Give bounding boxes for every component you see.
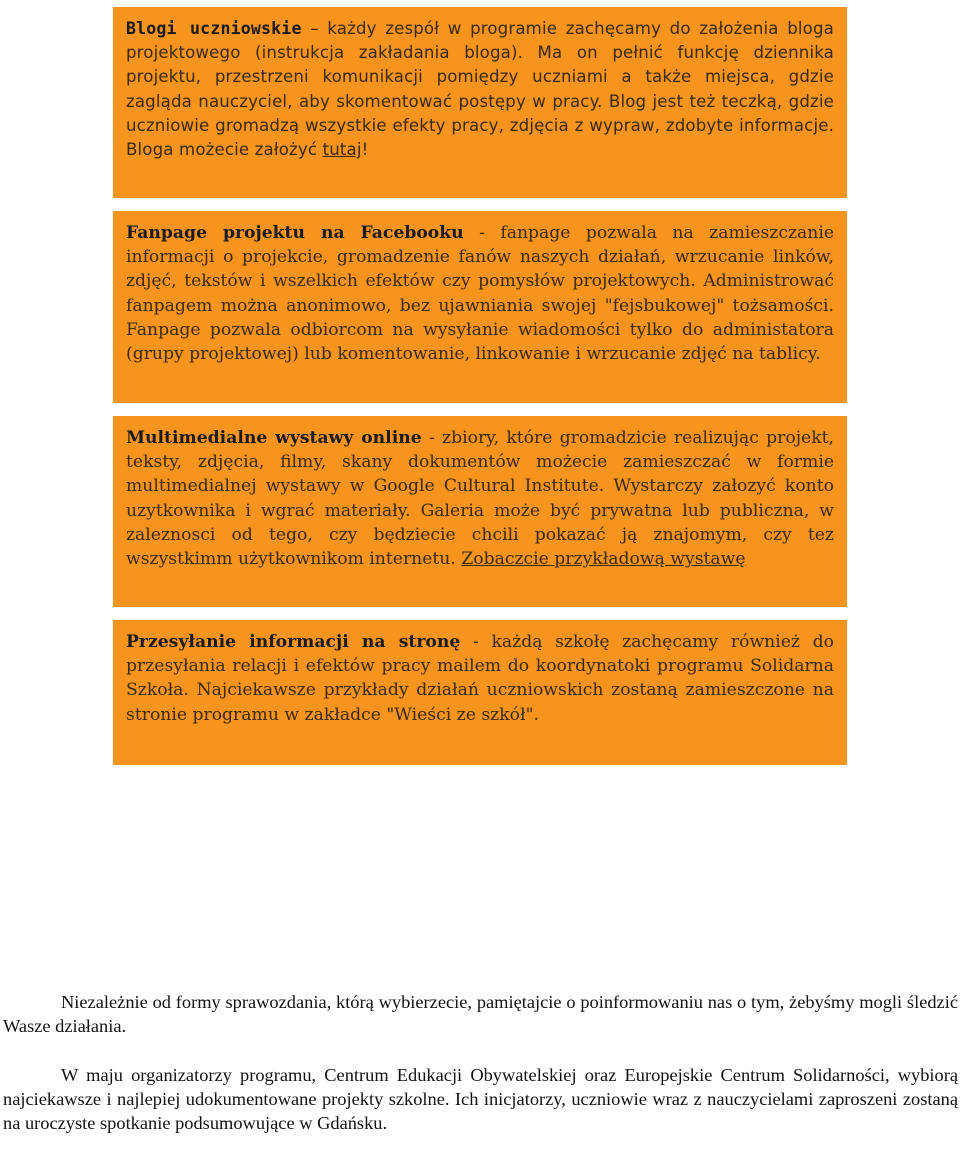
section-blogs-body: – każdy zespół w programie zachęcamy do założenia bloga projektowego (instrukcja zakładania bloga). Ma on pełnić funkcję dziennika projektu, przestrzeni komunikacji pomiędzy uczniami a także miejsca, gdzie zagląda nauczyciel, aby skomentować postępy w pracy. Blog jest też teczką, gdzie uczniowie gromadzą wszystkie efekty pracy, zdjęcia z wypraw, zdobyte informacje. Bloga możecie założyć xyxy=(126,19,834,160)
section-blogs-after: ! xyxy=(361,140,369,160)
section-exhibitions-title: Multimedialne wystawy online xyxy=(126,428,422,448)
paragraph-may-selection xyxy=(3,1063,958,1136)
section-fanpage-text xyxy=(126,221,834,366)
section-sending-info xyxy=(113,620,847,765)
section-exhibitions-text xyxy=(126,426,834,571)
section-exhibitions-body: - zbiory, które gromadzicie realizując projekt, teksty, zdjęcia, filmy, skany dokumentów możecie zamieszczać w formie multimedialnej wystawy w Google Cultural Institute. Wystarczy załozyć konto uzytkownika i wgrać materiały. Galeria może być prywatna lub publiczna, w zaleznosci od tego, czy będziecie chcili pokazać ją znajomym, czy tez wszystkimm użytkownikom internetu. xyxy=(126,428,835,570)
section-fanpage xyxy=(113,211,847,403)
section-sending-info-text xyxy=(126,630,834,727)
section-sending-info-title: Przesyłanie informacji na stronę xyxy=(126,632,461,652)
blog-create-link[interactable]: tutaj xyxy=(322,140,362,160)
example-exhibition-link[interactable]: Zobaczcie przykładową wystawę xyxy=(461,549,746,570)
paragraph-reporting xyxy=(3,990,958,1038)
paragraph-may-selection-text: W maju organizatorzy programu, Centrum Edukacji Obywatelskiej oraz Europejskie Centrum Solidarności, wybiorą najciekawsze i najlepiej udokumentowane projekty szkolne. Ich inicjatorzy, uczniowie wraz z nauczycielami zaproszeni zostaną na uroczyste spotkanie podsumowujące w Gdańsku. xyxy=(3,1065,958,1134)
section-blogs xyxy=(113,7,847,198)
section-blogs-text xyxy=(126,17,834,162)
paragraph-reporting-text: Niezależnie od formy sprawozdania, którą wybierzecie, pamiętajcie o poinformowaniu nas o tym, żebyśmy mogli śledzić Wasze działania. xyxy=(3,992,958,1037)
section-exhibitions xyxy=(113,416,847,607)
section-blogs-title: Blogi uczniowskie xyxy=(126,19,302,38)
section-sending-info-body: - każdą szkołę zachęcamy również do przesyłania relacji i efektów pracy mailem do koordynatoki programu Solidarna Szkoła. Najciekawsze przykłady działań uczniowskich zostaną zamieszczone na stronie programu w zakładce "Wieści ze szkół". xyxy=(126,632,834,725)
section-fanpage-title: Fanpage projektu na Facebooku xyxy=(126,223,464,243)
section-fanpage-body: - fanpage pozwala na zamieszczanie informacji o projekcie, gromadzenie fanów naszych działań, wrzucanie linków, zdjęć, tekstów i wszelkich efektów czy pomysłów projektowych. Administrować fanpagem można anonimowo, bez ujawniania swojej "fejsbukowej" tożsamości. Fanpage pozwala odbiorcom na wysyłanie wiadomości tylko do administatora (grupy projektowej) lub komentowanie, linkowanie i wrzucanie zdjęć na tablicy. xyxy=(126,223,834,365)
